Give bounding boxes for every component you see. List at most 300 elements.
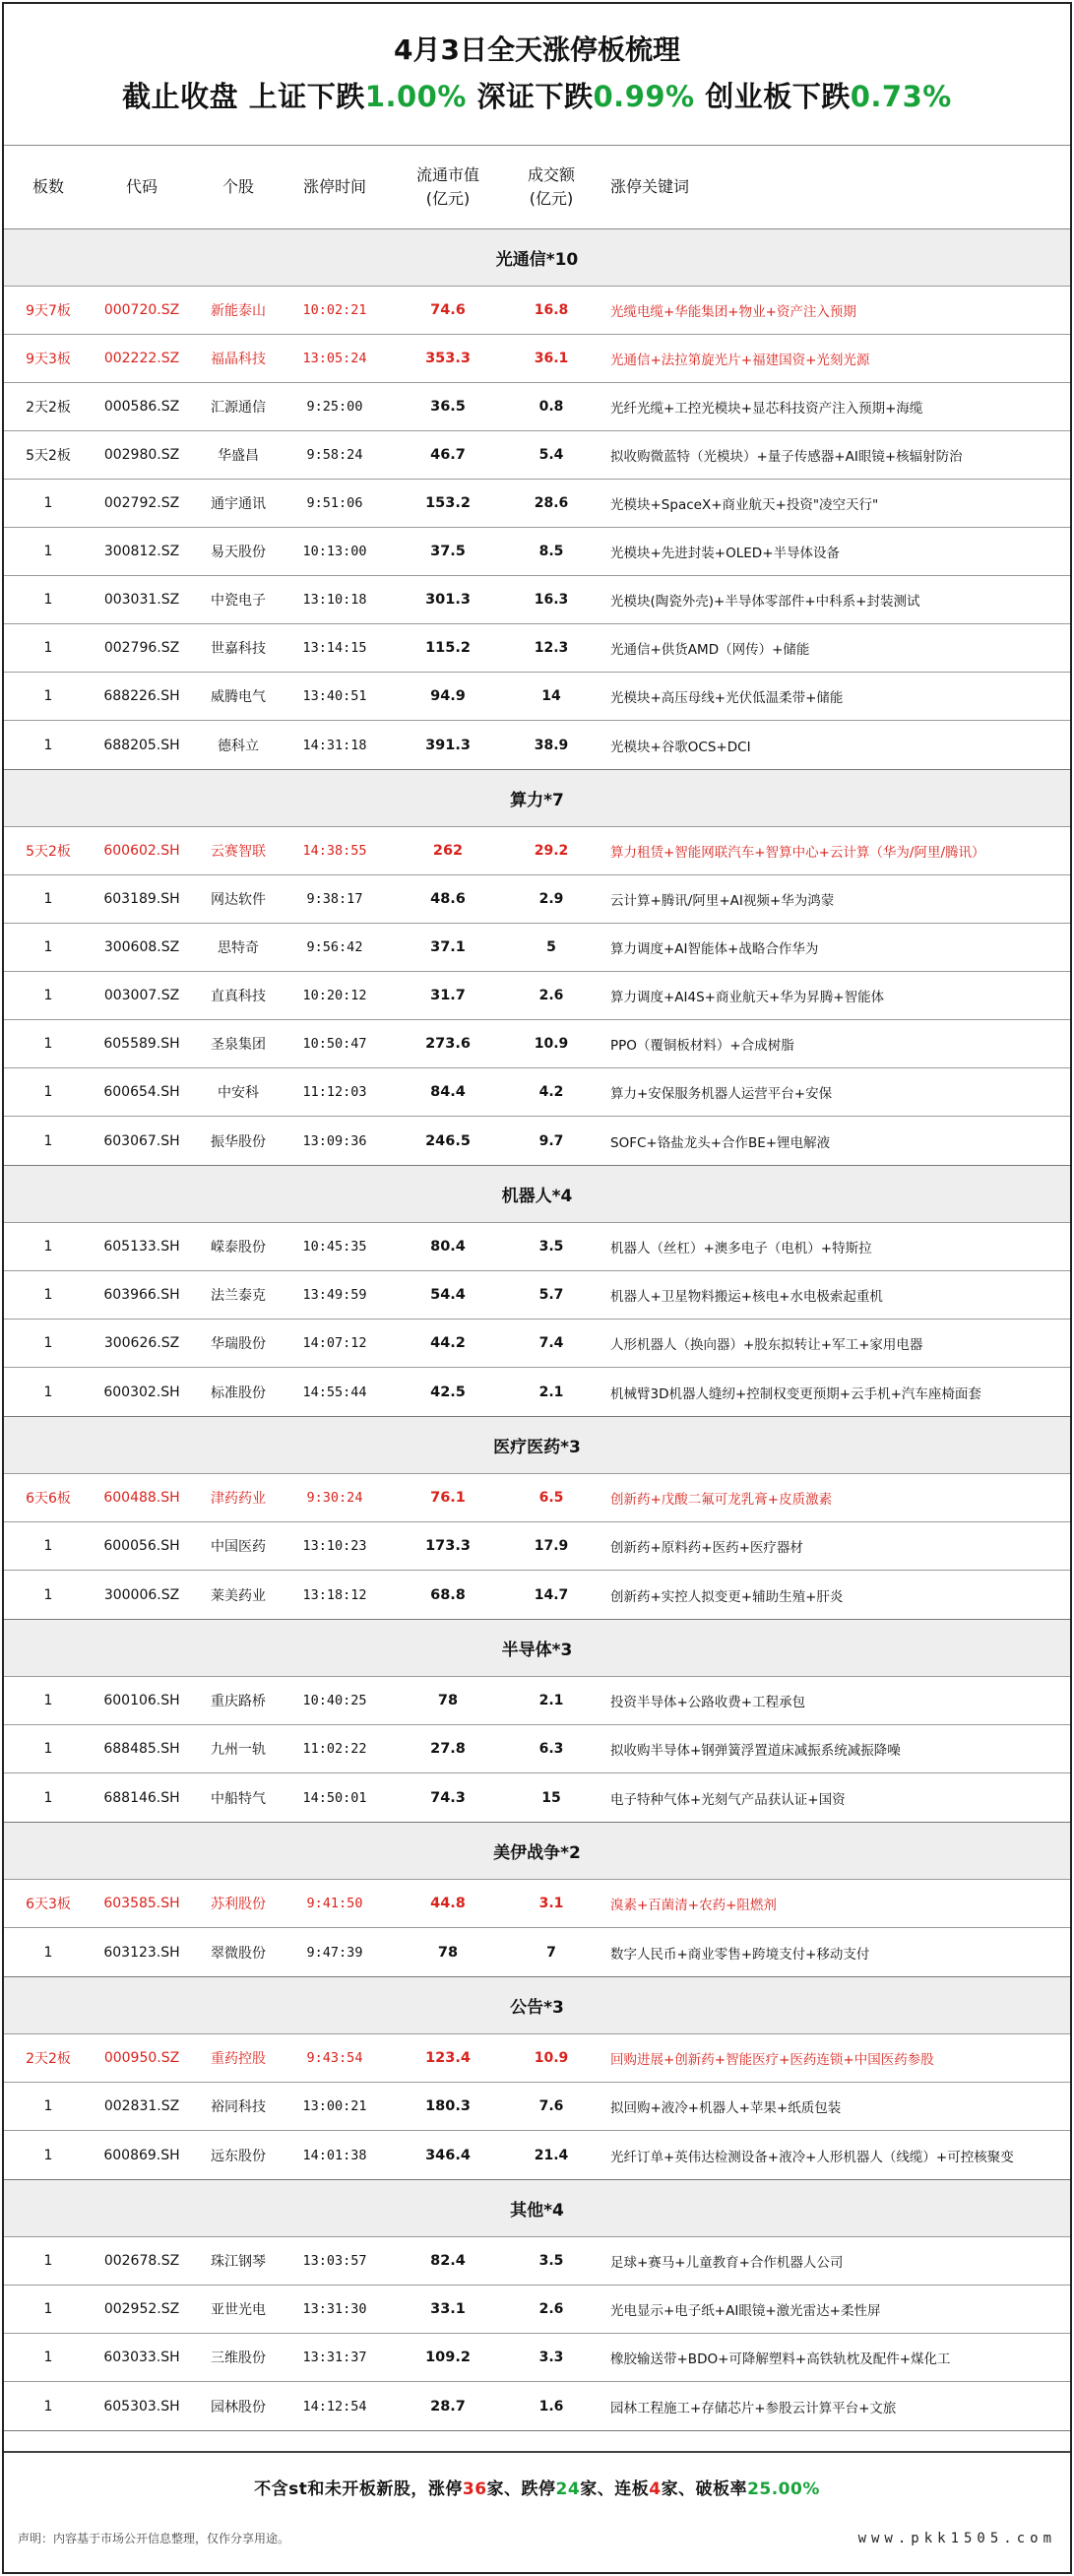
stock-name: 标准股份 — [211, 1385, 266, 1401]
keywords: 回购进展+创新药+智能医疗+医药连锁+中国医药参股 — [610, 2052, 934, 2068]
sh-change: 1.00% — [364, 80, 467, 113]
stock-code: 688146.SH — [103, 1789, 180, 1806]
market-summary-prefix: 截止收盘 上证下跌 — [122, 80, 365, 113]
keywords: 拟收购半导体+钢弹簧浮置道床减振系统减振降噪 — [610, 1743, 901, 1759]
table-row — [4, 2286, 1070, 2334]
keywords: 算力租赁+智能网联汽车+智算中心+云计算（华为/阿里/腾讯） — [610, 845, 985, 861]
table-row — [4, 972, 1070, 1020]
board-count: 1 — [43, 2098, 53, 2114]
header-keywords: 涨停关键词 — [610, 177, 690, 196]
market-cap: 391.3 — [425, 737, 471, 753]
limit-up-time: 10:20:12 — [302, 988, 367, 1003]
keywords: 人形机器人（换向器）+股东拟转让+军工+家用电器 — [610, 1337, 923, 1353]
section — [4, 2180, 1070, 2431]
stock-name: 易天股份 — [211, 545, 266, 560]
turnover: 12.3 — [534, 640, 569, 656]
table-row — [4, 673, 1070, 721]
board-count: 1 — [43, 688, 53, 704]
turnover: 15 — [541, 1789, 561, 1806]
turnover: 5.7 — [538, 1287, 564, 1303]
turnover: 16.3 — [534, 592, 569, 608]
board-count: 1 — [43, 1741, 53, 1757]
keywords: 光通信+法拉第旋光片+福建国资+光刻光源 — [610, 353, 870, 368]
table-row — [4, 383, 1070, 431]
stock-code: 002222.SZ — [103, 351, 180, 366]
header-mcap-l1: 流通市值 — [415, 165, 479, 184]
turnover: 21.4 — [534, 2147, 569, 2163]
turnover: 2.1 — [538, 1693, 564, 1708]
market-cap: 37.1 — [430, 939, 466, 955]
stock-name: 通宇通讯 — [211, 496, 266, 512]
turnover: 4.2 — [538, 1084, 564, 1100]
stock-name: 华盛昌 — [218, 448, 259, 464]
limit-up-time: 13:40:51 — [302, 688, 367, 704]
stock-name: 世嘉科技 — [211, 641, 266, 657]
stock-code: 603123.SH — [103, 1944, 180, 1961]
market-cap: 123.4 — [425, 2050, 471, 2066]
limit-up-time: 14:07:12 — [302, 1335, 367, 1351]
turnover: 2.1 — [538, 1384, 564, 1400]
table-row — [4, 1677, 1070, 1725]
stock-name: 网达软件 — [211, 892, 266, 908]
board-count: 1 — [43, 544, 53, 559]
stock-code: 605303.SH — [103, 2398, 180, 2415]
board-count: 1 — [43, 2253, 53, 2269]
table-row — [4, 480, 1070, 528]
keywords: 橡胶输送带+BDO+可降解塑料+高铁轨枕及配件+煤化工 — [610, 2351, 951, 2367]
stock-code: 688205.SH — [103, 737, 180, 753]
market-cap: 78 — [437, 1944, 459, 1961]
keywords: 足球+赛马+儿童教育+合作机器人公司 — [610, 2255, 844, 2271]
section — [4, 1620, 1070, 1823]
keywords: 机械臂3D机器人缝纫+控制权变更预期+云手机+汽车座椅面套 — [610, 1385, 981, 1402]
limit-up-time: 9:38:17 — [306, 891, 363, 907]
stock-name: 远东股份 — [211, 2148, 266, 2164]
keywords: 光模块+谷歌OCS+DCI — [610, 739, 751, 755]
market-cap: 68.8 — [430, 1586, 466, 1603]
board-count: 1 — [43, 592, 53, 608]
footer — [4, 2451, 1070, 2572]
limit-up-time: 13:09:36 — [302, 1132, 367, 1149]
limit-up-time: 14:50:01 — [302, 1789, 367, 1806]
stock-name: 新能泰山 — [211, 303, 266, 319]
turnover: 17.9 — [534, 1538, 569, 1554]
stock-name: 中安科 — [218, 1085, 259, 1101]
stock-name: 振华股份 — [211, 1133, 266, 1150]
limit-up-time: 13:10:18 — [302, 592, 367, 608]
stock-name: 思特奇 — [218, 940, 259, 956]
table-row — [4, 1223, 1070, 1271]
turnover: 28.6 — [534, 495, 569, 511]
board-count: 1 — [43, 1538, 53, 1554]
footer-stats — [4, 2475, 1070, 2499]
turnover: 8.5 — [538, 544, 564, 559]
keywords: 算力+安保服务机器人运营平台+安保 — [610, 1086, 833, 1102]
board-count: 1 — [43, 939, 53, 955]
table-row — [4, 1020, 1070, 1068]
keywords: 光电显示+电子纸+AI眼镜+激光雷达+柔性屏 — [610, 2303, 881, 2319]
section-title: 其他*4 — [4, 2180, 1070, 2237]
header-amount — [512, 163, 591, 211]
stock-name: 亚世光电 — [211, 2302, 266, 2318]
header-stock: 个股 — [221, 177, 254, 196]
stock-code: 003031.SZ — [103, 592, 180, 608]
limit-up-time: 10:50:47 — [302, 1036, 367, 1052]
stock-code: 002792.SZ — [103, 495, 180, 511]
stock-code: 600056.SH — [103, 1538, 180, 1554]
limit-up-time: 10:45:35 — [302, 1239, 367, 1255]
header-mcap — [384, 163, 512, 211]
stock-code: 002831.SZ — [103, 2098, 180, 2114]
keywords: 光缆电缆+华能集团+物业+资产注入预期 — [610, 304, 856, 320]
limit-up-time: 14:38:55 — [302, 843, 367, 859]
table-row — [4, 1068, 1070, 1117]
footer-text-2: 家、跌停 — [486, 2479, 556, 2499]
board-count: 1 — [43, 737, 53, 753]
board-count: 1 — [43, 495, 53, 511]
market-cap: 76.1 — [430, 1490, 466, 1506]
market-cap: 346.4 — [425, 2147, 471, 2163]
footer-text-1: 不含st和未开板新股，涨停 — [254, 2479, 463, 2499]
turnover: 3.5 — [538, 2253, 564, 2269]
stock-code: 688485.SH — [103, 1741, 180, 1757]
stock-name: 威腾电气 — [211, 689, 266, 705]
market-cap: 353.3 — [425, 351, 471, 366]
broken-rate: 25.00% — [747, 2479, 820, 2499]
market-cap: 301.3 — [425, 592, 471, 608]
board-count: 1 — [43, 1287, 53, 1303]
stock-code: 600654.SH — [103, 1084, 180, 1100]
table-row — [4, 1271, 1070, 1320]
table-row — [4, 1571, 1070, 1619]
market-cap: 33.1 — [430, 2301, 466, 2317]
market-summary — [4, 77, 1070, 116]
section-title: 机器人*4 — [4, 1166, 1070, 1223]
table-row — [4, 2034, 1070, 2083]
market-cap: 173.3 — [425, 1538, 471, 1554]
limit-up-time: 14:31:18 — [302, 737, 367, 753]
keywords: 算力调度+AI智能体+战略合作华为 — [610, 941, 819, 957]
market-cap: 262 — [432, 843, 464, 859]
page-title: 4月3日全天涨停板梳理 — [394, 33, 680, 66]
table-row — [4, 721, 1070, 769]
market-cap: 74.6 — [430, 302, 466, 318]
section — [4, 1977, 1070, 2180]
keywords: PPO（覆铜板材料）+合成树脂 — [610, 1038, 794, 1054]
keywords: 数字人民币+商业零售+跨境支付+移动支付 — [610, 1946, 870, 1963]
stock-name: 圣泉集团 — [211, 1037, 266, 1053]
market-cap: 94.9 — [430, 688, 466, 704]
table-row — [4, 2382, 1070, 2430]
stock-code: 002980.SZ — [103, 447, 180, 463]
board-count: 5天2板 — [26, 448, 71, 464]
turnover: 36.1 — [534, 351, 569, 366]
board-count: 1 — [43, 640, 53, 656]
stock-name: 中船特气 — [211, 1790, 266, 1807]
table-row — [4, 1725, 1070, 1773]
turnover: 7.6 — [538, 2098, 564, 2114]
market-cap: 273.6 — [425, 1036, 471, 1052]
section-title: 算力*7 — [4, 770, 1070, 827]
stock-code: 300608.SZ — [103, 939, 180, 955]
stock-code: 600302.SH — [103, 1384, 180, 1400]
turnover: 6.5 — [538, 1490, 564, 1506]
table-row — [4, 1928, 1070, 1976]
table-row — [4, 2237, 1070, 2286]
stock-code: 603067.SH — [103, 1132, 180, 1149]
header-code: 代码 — [125, 177, 158, 196]
stock-name: 云赛智联 — [211, 844, 266, 860]
limit-up-time: 13:03:57 — [302, 2253, 367, 2269]
market-cap: 48.6 — [430, 891, 466, 907]
turnover: 9.7 — [538, 1132, 564, 1149]
keywords: 算力调度+AI4S+商业航天+华为昇腾+智能体 — [610, 990, 885, 1005]
keywords: 云计算+腾讯/阿里+AI视频+华为鸿蒙 — [610, 893, 835, 909]
stock-name: 重庆路桥 — [211, 1694, 266, 1709]
footer-text-4: 家、破板率 — [661, 2479, 748, 2499]
board-count: 2天2板 — [26, 400, 71, 416]
keywords: 拟回购+液冷+机器人+苹果+纸质包装 — [610, 2100, 842, 2116]
board-count: 1 — [43, 1693, 53, 1708]
stock-code: 000720.SZ — [103, 302, 180, 318]
stock-name: 华瑞股份 — [211, 1336, 266, 1352]
limit-up-count: 36 — [462, 2479, 487, 2499]
section — [4, 1417, 1070, 1620]
table-row — [4, 875, 1070, 924]
stock-code: 003007.SZ — [103, 988, 180, 1003]
keywords: 光模块+先进封装+OLED+半导体设备 — [610, 546, 841, 561]
limit-up-time: 13:10:23 — [302, 1538, 367, 1554]
turnover: 14.7 — [534, 1586, 569, 1603]
stock-code: 600106.SH — [103, 1693, 180, 1708]
board-count: 1 — [43, 988, 53, 1003]
limit-up-time: 14:55:44 — [302, 1384, 367, 1400]
stock-name: 汇源通信 — [211, 400, 266, 416]
board-count: 6天6板 — [26, 1491, 71, 1507]
limit-up-time: 10:02:21 — [302, 302, 367, 318]
title-block — [4, 4, 1070, 145]
keywords: 光纤订单+英伟达检测设备+液冷+人形机器人（线缆）+可控核聚变 — [610, 2149, 1014, 2165]
market-cap: 54.4 — [430, 1287, 466, 1303]
table-row — [4, 576, 1070, 624]
market-cap: 153.2 — [425, 495, 471, 511]
board-count: 1 — [43, 2398, 53, 2415]
stock-name: 法兰泰克 — [211, 1288, 266, 1304]
keywords: SOFC+铬盐龙头+合作BE+锂电解液 — [610, 1134, 831, 1151]
stock-code: 000586.SZ — [103, 399, 180, 415]
board-count: 1 — [43, 1239, 53, 1255]
stock-name: 津药药业 — [211, 1491, 266, 1507]
stock-code: 603189.SH — [103, 891, 180, 907]
keywords: 光纤光缆+工控光模块+显芯科技资产注入预期+海缆 — [610, 401, 923, 417]
stock-code: 605133.SH — [103, 1239, 180, 1255]
stock-code: 300812.SZ — [103, 544, 180, 559]
turnover: 2.6 — [538, 988, 564, 1003]
board-count: 6天3板 — [26, 1897, 71, 1912]
stock-name: 德科立 — [218, 738, 259, 754]
header-amount-l2: (亿元) — [529, 189, 574, 208]
consecutive-count: 4 — [649, 2479, 662, 2499]
market-cap: 28.7 — [430, 2398, 466, 2415]
header-mcap-l2: (亿元) — [425, 189, 471, 208]
table-row — [4, 335, 1070, 383]
board-count: 1 — [43, 2350, 53, 2365]
keywords: 机器人+卫星物料搬运+核电+水电极索起重机 — [610, 1289, 883, 1305]
market-cap: 84.4 — [430, 1084, 466, 1100]
turnover: 1.6 — [538, 2398, 564, 2415]
turnover: 38.9 — [534, 737, 569, 753]
turnover: 3.3 — [538, 2350, 564, 2365]
table-row — [4, 624, 1070, 673]
turnover: 10.9 — [534, 2050, 569, 2066]
section — [4, 770, 1070, 1166]
footer-text-3: 家、连板 — [580, 2479, 650, 2499]
board-count: 1 — [43, 891, 53, 907]
keywords: 创新药+实控人拟变更+辅助生殖+肝炎 — [610, 1588, 844, 1605]
market-cap: 74.3 — [430, 1789, 466, 1806]
turnover: 3.1 — [538, 1896, 564, 1911]
market-cap: 37.5 — [430, 544, 466, 559]
board-count: 1 — [43, 1789, 53, 1806]
table-row — [4, 528, 1070, 576]
stock-code: 300006.SZ — [103, 1586, 180, 1603]
section-title: 美伊战争*2 — [4, 1823, 1070, 1880]
stock-name: 翠微股份 — [211, 1945, 266, 1962]
table-row — [4, 2131, 1070, 2179]
limit-up-time: 9:58:24 — [306, 447, 363, 463]
table-row — [4, 924, 1070, 972]
market-cap: 46.7 — [430, 447, 466, 463]
turnover: 10.9 — [534, 1036, 569, 1052]
section-title: 公告*3 — [4, 1977, 1070, 2034]
stock-name: 裕同科技 — [211, 2099, 266, 2115]
keywords: 光通信+供货AMD（网传）+储能 — [610, 642, 810, 658]
keywords: 创新药+戊酸二氟可龙乳膏+皮质激素 — [610, 1492, 833, 1508]
board-count: 1 — [43, 2301, 53, 2317]
table-row — [4, 1880, 1070, 1928]
limit-up-time: 9:25:00 — [306, 399, 363, 415]
stock-name: 直真科技 — [211, 989, 266, 1004]
turnover: 5.4 — [538, 447, 564, 463]
section-title: 光通信*10 — [4, 229, 1070, 287]
table-row — [4, 1773, 1070, 1822]
table-row — [4, 1320, 1070, 1368]
table-row — [4, 431, 1070, 480]
table-row — [4, 1117, 1070, 1165]
limit-up-time: 9:30:24 — [306, 1490, 363, 1506]
keywords: 拟收购微蓝特（光模块）+量子传感器+AI眼镜+核辐射防治 — [610, 449, 963, 465]
keywords: 投资半导体+公路收费+工程承包 — [610, 1695, 806, 1710]
stock-code: 000950.SZ — [103, 2050, 180, 2066]
cyb-change: 0.73% — [850, 80, 952, 113]
board-count: 1 — [43, 1132, 53, 1149]
board-count: 5天2板 — [26, 844, 71, 860]
limit-up-time: 11:02:22 — [302, 1741, 367, 1757]
limit-up-time: 13:31:37 — [302, 2350, 367, 2365]
limit-up-time: 13:31:30 — [302, 2301, 367, 2317]
board-count: 1 — [43, 1384, 53, 1400]
market-cap: 31.7 — [430, 988, 466, 1003]
turnover: 7.4 — [538, 1335, 564, 1351]
section — [4, 1823, 1070, 1977]
turnover: 2.9 — [538, 891, 564, 907]
limit-up-time: 14:12:54 — [302, 2398, 367, 2415]
market-cap: 115.2 — [425, 640, 471, 656]
disclaimer: 声明：内容基于市场公开信息整理，仅作分享用途。 — [18, 2532, 290, 2545]
market-cap: 78 — [437, 1693, 459, 1708]
limit-up-time: 9:51:06 — [306, 495, 363, 511]
stock-code: 002796.SZ — [103, 640, 180, 656]
stock-name: 嵘泰股份 — [211, 1240, 266, 1256]
limit-up-time: 9:43:54 — [306, 2050, 363, 2066]
section — [4, 229, 1070, 770]
stock-name: 园林股份 — [211, 2399, 266, 2415]
market-cap: 109.2 — [425, 2350, 471, 2365]
limit-up-time: 13:14:15 — [302, 640, 367, 656]
table-row — [4, 1522, 1070, 1571]
section — [4, 1166, 1070, 1417]
keywords: 溴素+百菌清+农药+阻燃剂 — [610, 1898, 777, 1913]
board-count: 1 — [43, 1586, 53, 1603]
table-row — [4, 2334, 1070, 2382]
limit-up-time: 14:01:38 — [302, 2147, 367, 2163]
table-row — [4, 287, 1070, 335]
market-cap: 246.5 — [425, 1132, 471, 1149]
section-title: 医疗医药*3 — [4, 1417, 1070, 1474]
stock-name: 珠江钢琴 — [211, 2254, 266, 2270]
board-count: 1 — [43, 2147, 53, 2163]
sz-change: 0.99% — [593, 80, 695, 113]
stock-code: 603966.SH — [103, 1287, 180, 1303]
stock-code: 603033.SH — [103, 2350, 180, 2365]
page — [2, 2, 1072, 2574]
header-board: 板数 — [32, 177, 64, 196]
stock-name: 苏利股份 — [211, 1897, 266, 1912]
limit-up-time: 9:56:42 — [306, 939, 363, 955]
stock-name: 福晶科技 — [211, 352, 266, 367]
stock-code: 002678.SZ — [103, 2253, 180, 2269]
limit-up-time: 13:18:12 — [302, 1586, 367, 1603]
market-cap: 44.8 — [430, 1896, 466, 1911]
stock-code: 603585.SH — [103, 1896, 180, 1911]
board-count: 1 — [43, 1944, 53, 1961]
turnover: 2.6 — [538, 2301, 564, 2317]
table-header — [4, 145, 1070, 229]
website-link[interactable]: www.pkk1505.com — [857, 2530, 1056, 2546]
table-row — [4, 2083, 1070, 2131]
footer-bottom — [18, 2530, 1056, 2546]
stock-name: 重药控股 — [211, 2051, 266, 2067]
table-row — [4, 1474, 1070, 1522]
table-row — [4, 1368, 1070, 1416]
stock-name: 九州一轨 — [211, 1742, 266, 1758]
turnover: 16.8 — [534, 302, 569, 318]
limit-up-time: 9:41:50 — [306, 1896, 363, 1911]
keywords: 机器人（丝杠）+澳多电子（电机）+特斯拉 — [610, 1241, 872, 1256]
turnover: 5 — [546, 939, 556, 955]
table-body — [4, 229, 1070, 2431]
limit-up-time: 9:47:39 — [306, 1944, 363, 1961]
stock-code: 002952.SZ — [103, 2301, 180, 2317]
board-count: 9天7板 — [26, 303, 71, 319]
board-count: 9天3板 — [26, 352, 71, 367]
market-cap: 36.5 — [430, 399, 466, 415]
board-count: 1 — [43, 1335, 53, 1351]
stock-code: 300626.SZ — [103, 1335, 180, 1351]
limit-up-time: 10:13:00 — [302, 544, 367, 559]
board-count: 1 — [43, 1036, 53, 1052]
stock-code: 605589.SH — [103, 1036, 180, 1052]
